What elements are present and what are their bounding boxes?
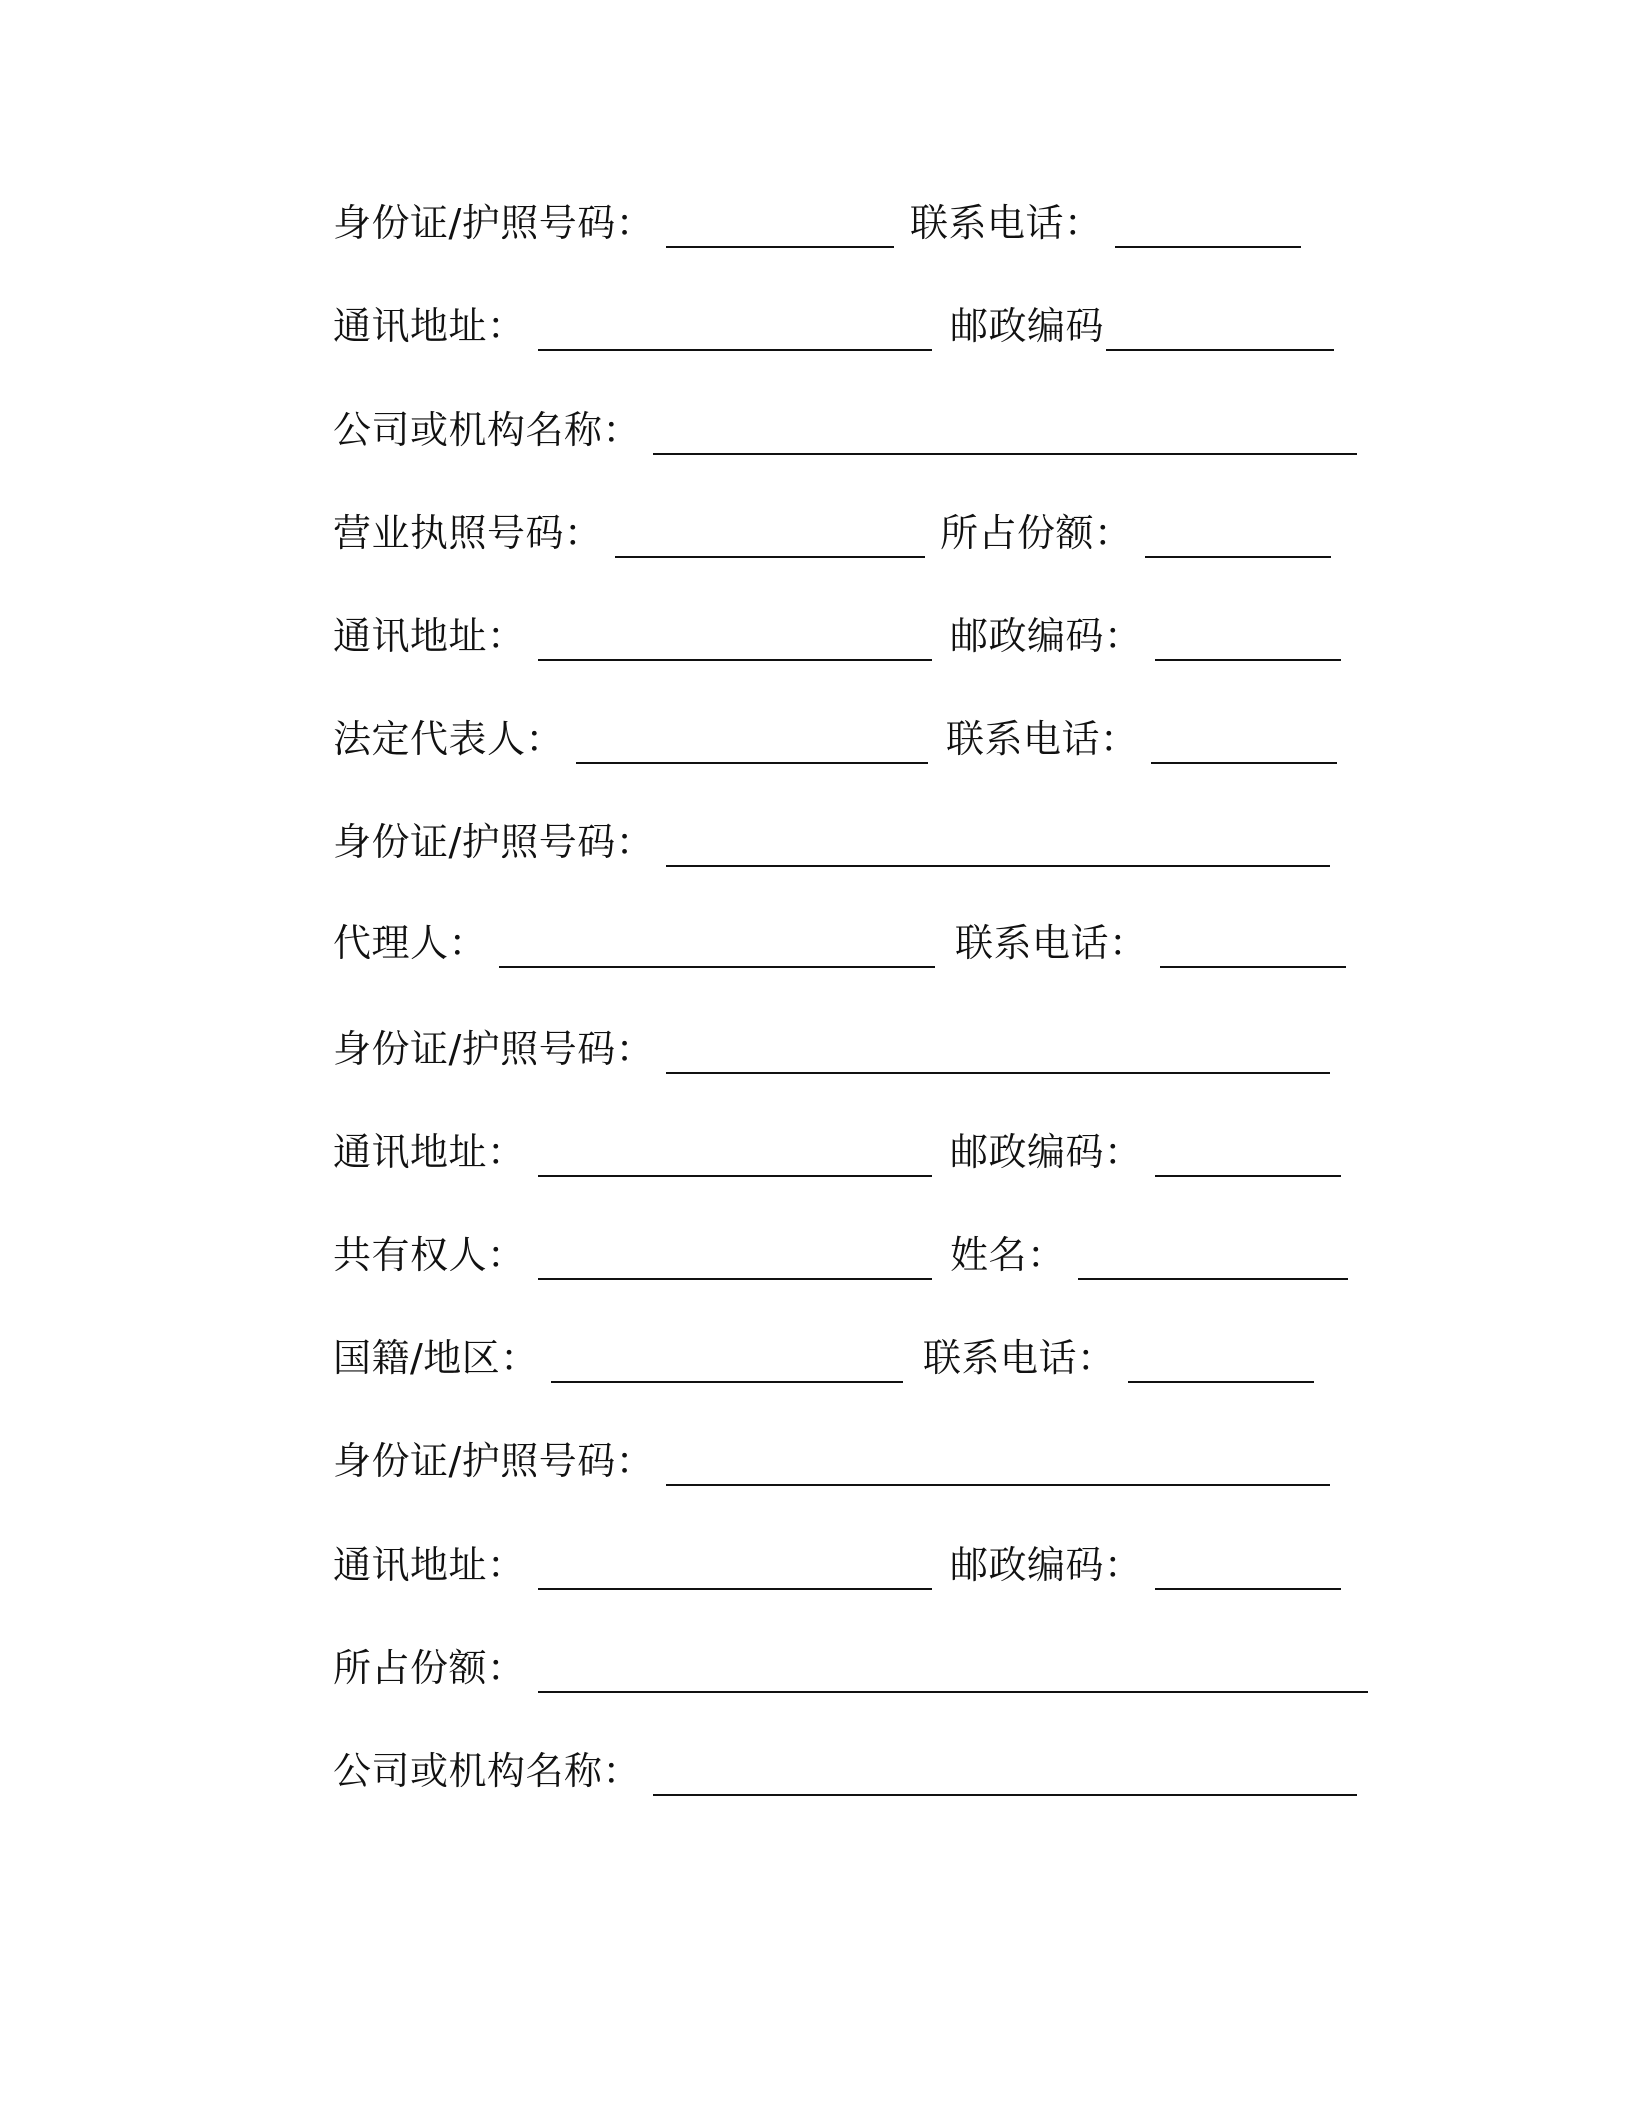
share-field xyxy=(333,1638,1368,1698)
form-row-address-postcode-1 xyxy=(333,296,1373,356)
co-owner-field xyxy=(333,1225,932,1285)
business-license-label: 营业执照号码： xyxy=(333,511,603,555)
form-row-license-share xyxy=(333,503,1373,563)
phone-label: 联系电话： xyxy=(946,717,1139,761)
id-passport-label: 身份证/护照号码： xyxy=(333,1027,655,1071)
company-name-field xyxy=(333,1741,1357,1801)
share-field xyxy=(940,503,1331,563)
form-row-co-owner-name xyxy=(333,1225,1373,1285)
phone-field xyxy=(955,913,1346,973)
business-license-blank[interactable] xyxy=(615,516,925,558)
legal-representative-blank[interactable] xyxy=(576,722,928,764)
postcode-blank[interactable] xyxy=(1155,1135,1341,1177)
id-passport-label: 身份证/护照号码： xyxy=(333,1439,655,1483)
form-row-address-postcode-2 xyxy=(333,606,1373,666)
nationality-region-field xyxy=(333,1328,903,1388)
business-license-field xyxy=(333,503,925,563)
share-label: 所占份额： xyxy=(940,511,1133,555)
postcode-label: 邮政编码： xyxy=(950,1543,1143,1587)
company-name-blank[interactable] xyxy=(653,1754,1357,1796)
phone-label: 联系电话： xyxy=(923,1336,1116,1380)
form-row-legal-rep-phone xyxy=(333,709,1373,769)
address-label: 通讯地址： xyxy=(333,614,526,658)
phone-label: 联系电话： xyxy=(955,921,1148,965)
agent-label: 代理人： xyxy=(333,921,488,965)
form-row-id-phone-1 xyxy=(333,193,1373,253)
phone-blank[interactable] xyxy=(1151,722,1337,764)
form-row-company-name-1 xyxy=(333,400,1373,460)
phone-blank[interactable] xyxy=(1160,926,1346,968)
form-row-address-postcode-3 xyxy=(333,1122,1373,1182)
id-passport-field xyxy=(333,193,894,253)
share-blank[interactable] xyxy=(538,1651,1368,1693)
address-blank[interactable] xyxy=(538,619,932,661)
id-passport-label: 身份证/护照号码： xyxy=(333,820,655,864)
form-row-address-postcode-4 xyxy=(333,1535,1373,1595)
form-row-share-2 xyxy=(333,1638,1373,1698)
company-name-field xyxy=(333,400,1357,460)
name-label: 姓名： xyxy=(950,1233,1066,1277)
postcode-blank[interactable] xyxy=(1155,619,1341,661)
address-blank[interactable] xyxy=(538,309,932,351)
id-passport-blank[interactable] xyxy=(666,1444,1330,1486)
agent-field xyxy=(333,913,935,973)
phone-blank[interactable] xyxy=(1115,206,1301,248)
postcode-field xyxy=(950,1122,1341,1182)
postcode-blank[interactable] xyxy=(1155,1548,1341,1590)
id-passport-label: 身份证/护照号码： xyxy=(333,201,655,245)
share-label: 所占份额： xyxy=(333,1646,526,1690)
form-row-id-passport-4 xyxy=(333,1431,1373,1491)
company-name-label: 公司或机构名称： xyxy=(333,408,642,452)
address-label: 通讯地址： xyxy=(333,304,526,348)
address-blank[interactable] xyxy=(538,1548,932,1590)
address-field xyxy=(333,606,932,666)
address-field xyxy=(333,1535,932,1595)
address-field xyxy=(333,296,932,356)
postcode-blank[interactable] xyxy=(1106,309,1334,351)
form-row-agent-phone xyxy=(333,913,1373,973)
nationality-region-blank[interactable] xyxy=(551,1341,903,1383)
address-field xyxy=(333,1122,932,1182)
id-passport-field xyxy=(333,1019,1330,1079)
phone-field xyxy=(946,709,1337,769)
form-row-id-passport-3 xyxy=(333,1019,1373,1079)
form-row-nationality-phone xyxy=(333,1328,1373,1388)
phone-field xyxy=(923,1328,1314,1388)
id-passport-field xyxy=(333,1431,1330,1491)
address-label: 通讯地址： xyxy=(333,1543,526,1587)
company-name-label: 公司或机构名称： xyxy=(333,1749,642,1793)
form-row-company-name-2 xyxy=(333,1741,1373,1801)
form-row-id-passport-2 xyxy=(333,812,1373,872)
agent-blank[interactable] xyxy=(499,926,935,968)
phone-field xyxy=(910,193,1301,253)
id-passport-blank[interactable] xyxy=(666,206,894,248)
share-blank[interactable] xyxy=(1145,516,1331,558)
postcode-label: 邮政编码： xyxy=(950,614,1143,658)
postcode-field xyxy=(950,1535,1341,1595)
id-passport-field xyxy=(333,812,1330,872)
address-label: 通讯地址： xyxy=(333,1130,526,1174)
co-owner-label: 共有权人： xyxy=(333,1233,526,1277)
legal-representative-label: 法定代表人： xyxy=(333,717,565,761)
name-blank[interactable] xyxy=(1078,1238,1348,1280)
phone-blank[interactable] xyxy=(1128,1341,1314,1383)
nationality-region-label: 国籍/地区： xyxy=(333,1336,539,1380)
legal-representative-field xyxy=(333,709,928,769)
name-field xyxy=(950,1225,1348,1285)
co-owner-blank[interactable] xyxy=(538,1238,932,1280)
postcode-label: 邮政编码： xyxy=(950,1130,1143,1174)
postcode-field xyxy=(950,606,1341,666)
id-passport-blank[interactable] xyxy=(666,1032,1330,1074)
postcode-field xyxy=(950,296,1334,356)
address-blank[interactable] xyxy=(538,1135,932,1177)
id-passport-blank[interactable] xyxy=(666,825,1330,867)
phone-label: 联系电话： xyxy=(910,201,1103,245)
postcode-label: 邮政编码 xyxy=(950,304,1105,348)
company-name-blank[interactable] xyxy=(653,413,1357,455)
